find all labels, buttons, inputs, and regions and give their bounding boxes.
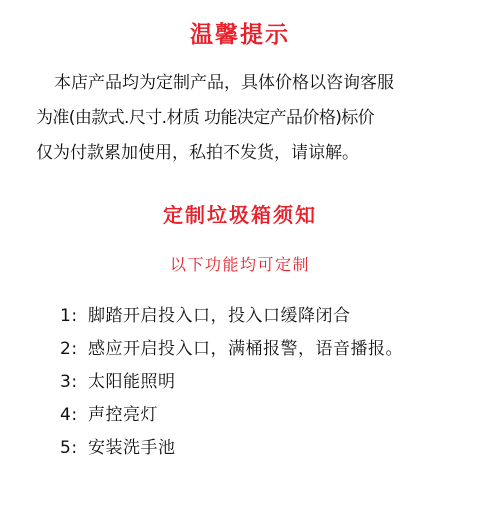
feature-item — [60, 432, 403, 465]
feature-item — [60, 300, 403, 333]
feature-item — [60, 399, 403, 432]
notice-body — [36, 66, 456, 171]
feature-list — [60, 300, 403, 465]
custom-section-subtitle: 以下功能均可定制 — [169, 255, 310, 274]
feature-item — [60, 366, 403, 399]
feature-number: 2: — [60, 339, 78, 359]
feature-text: 太阳能照明 — [88, 372, 176, 392]
feature-number: 1: — [60, 306, 78, 326]
feature-text: 感应开启投入口，满桶报警，语音播报。 — [88, 339, 403, 359]
custom-section-title: 定制垃圾箱须知 — [163, 203, 317, 227]
feature-number: 4: — [60, 405, 78, 425]
notice-line-2: 为准(由款式.尺寸.材质 功能决定产品价格)标价 — [36, 108, 375, 128]
feature-text: 声控亮灯 — [88, 405, 158, 425]
feature-text: 脚踏开启投入口，投入口缓降闭合 — [88, 306, 351, 326]
feature-number: 5: — [60, 438, 78, 458]
notice-title: 温馨提示 — [190, 22, 290, 48]
feature-text: 安装洗手池 — [88, 438, 176, 458]
notice-line-1: 本店产品均为定制产品，具体价格以咨询客服 — [54, 73, 394, 93]
feature-item — [60, 333, 403, 366]
notice-line-3: 仅为付款累加使用，私拍不发货，请谅解。 — [36, 143, 359, 163]
feature-number: 3: — [60, 372, 78, 392]
